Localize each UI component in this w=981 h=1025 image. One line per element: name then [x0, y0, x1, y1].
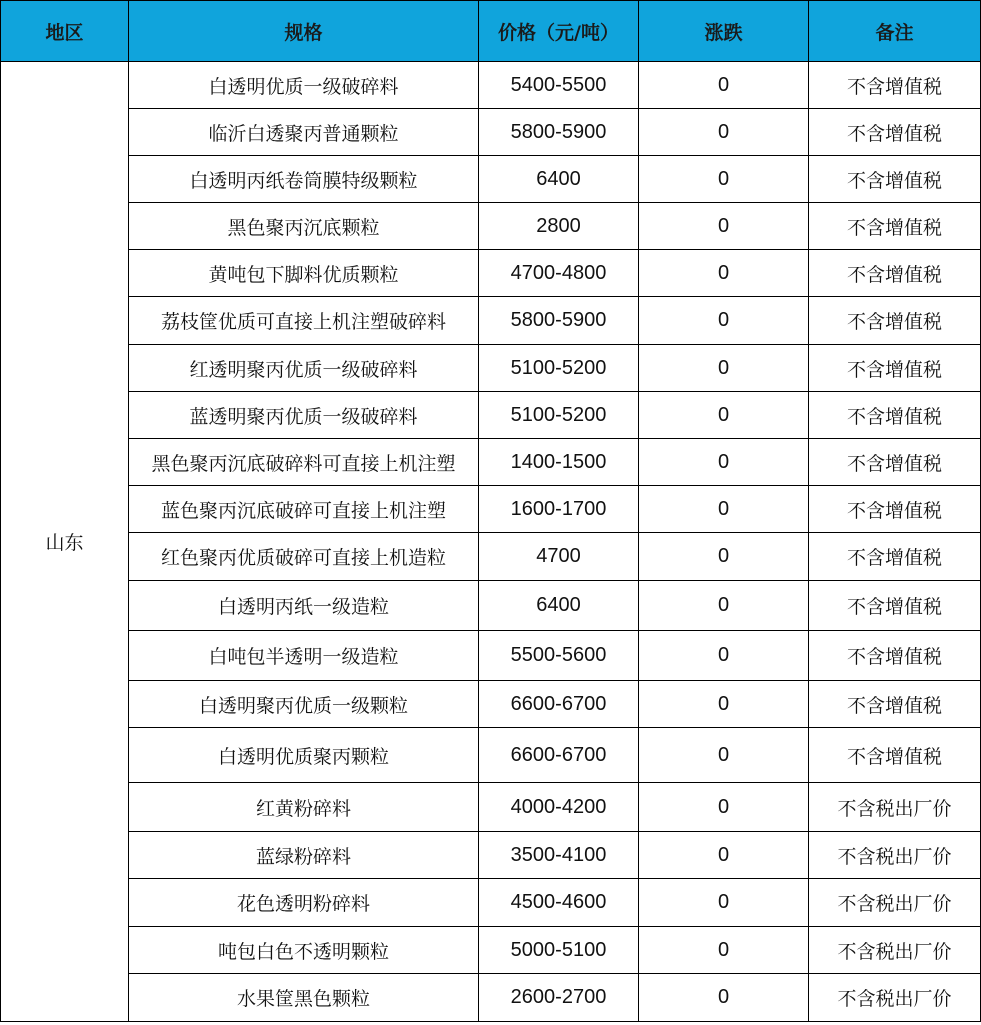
region-cell: 山东 — [1, 62, 129, 1022]
spec-cell: 临沂白透聚丙普通颗粒 — [129, 109, 479, 156]
price-cell: 4700 — [479, 533, 639, 581]
spec-cell: 水果筐黑色颗粒 — [129, 974, 479, 1022]
spec-cell: 红透明聚丙优质一级破碎料 — [129, 345, 479, 392]
table-row — [1, 974, 981, 1022]
header-note: 备注 — [809, 1, 981, 62]
change-cell: 0 — [639, 581, 809, 631]
note-cell: 不含增值税 — [809, 581, 981, 631]
spec-cell: 蓝色聚丙沉底破碎可直接上机注塑 — [129, 486, 479, 533]
change-cell: 0 — [639, 250, 809, 297]
change-cell: 0 — [639, 927, 809, 974]
price-cell: 5800-5900 — [479, 297, 639, 345]
table-row — [1, 486, 981, 533]
table-row — [1, 62, 981, 109]
price-cell: 6600-6700 — [479, 681, 639, 728]
table-row — [1, 156, 981, 203]
spec-cell: 白透明优质聚丙颗粒 — [129, 728, 479, 783]
price-cell: 5000-5100 — [479, 927, 639, 974]
table-row — [1, 533, 981, 581]
spec-cell: 白透明优质一级破碎料 — [129, 62, 479, 109]
note-cell: 不含增值税 — [809, 439, 981, 486]
note-cell: 不含增值税 — [809, 109, 981, 156]
header-row — [1, 1, 981, 62]
change-cell: 0 — [639, 297, 809, 345]
table-body — [1, 62, 981, 1022]
table-row — [1, 728, 981, 783]
price-cell: 1400-1500 — [479, 439, 639, 486]
note-cell: 不含增值税 — [809, 728, 981, 783]
change-cell: 0 — [639, 486, 809, 533]
price-cell: 5400-5500 — [479, 62, 639, 109]
change-cell: 0 — [639, 974, 809, 1022]
change-cell: 0 — [639, 832, 809, 879]
spec-cell: 花色透明粉碎料 — [129, 879, 479, 927]
table-row — [1, 392, 981, 439]
price-cell: 5500-5600 — [479, 631, 639, 681]
change-cell: 0 — [639, 156, 809, 203]
spec-cell: 红色聚丙优质破碎可直接上机造粒 — [129, 533, 479, 581]
price-cell: 1600-1700 — [479, 486, 639, 533]
spec-cell: 黄吨包下脚料优质颗粒 — [129, 250, 479, 297]
price-cell: 2600-2700 — [479, 974, 639, 1022]
price-cell: 5100-5200 — [479, 345, 639, 392]
spec-cell: 吨包白色不透明颗粒 — [129, 927, 479, 974]
price-cell: 3500-4100 — [479, 832, 639, 879]
price-cell: 2800 — [479, 203, 639, 250]
spec-cell: 白透明聚丙优质一级颗粒 — [129, 681, 479, 728]
header-change: 涨跌 — [639, 1, 809, 62]
note-cell: 不含增值税 — [809, 250, 981, 297]
table-row — [1, 250, 981, 297]
price-cell: 6600-6700 — [479, 728, 639, 783]
change-cell: 0 — [639, 631, 809, 681]
table-row — [1, 681, 981, 728]
change-cell: 0 — [639, 203, 809, 250]
table-row — [1, 345, 981, 392]
note-cell: 不含增值税 — [809, 156, 981, 203]
spec-cell: 蓝透明聚丙优质一级破碎料 — [129, 392, 479, 439]
note-cell: 不含税出厂价 — [809, 783, 981, 832]
table-row — [1, 109, 981, 156]
change-cell: 0 — [639, 879, 809, 927]
change-cell: 0 — [639, 345, 809, 392]
table-row — [1, 631, 981, 681]
note-cell: 不含增值税 — [809, 297, 981, 345]
change-cell: 0 — [639, 62, 809, 109]
note-cell: 不含增值税 — [809, 486, 981, 533]
price-cell: 6400 — [479, 156, 639, 203]
price-cell: 5100-5200 — [479, 392, 639, 439]
spec-cell: 荔枝筐优质可直接上机注塑破碎料 — [129, 297, 479, 345]
note-cell: 不含税出厂价 — [809, 832, 981, 879]
table-row — [1, 203, 981, 250]
price-cell: 4500-4600 — [479, 879, 639, 927]
table-row — [1, 783, 981, 832]
spec-cell: 蓝绿粉碎料 — [129, 832, 479, 879]
note-cell: 不含增值税 — [809, 533, 981, 581]
change-cell: 0 — [639, 109, 809, 156]
note-cell: 不含增值税 — [809, 681, 981, 728]
header-region: 地区 — [1, 1, 129, 62]
header-price: 价格（元/吨） — [479, 1, 639, 62]
spec-cell: 红黄粉碎料 — [129, 783, 479, 832]
table-row — [1, 927, 981, 974]
note-cell: 不含税出厂价 — [809, 927, 981, 974]
note-cell: 不含增值税 — [809, 62, 981, 109]
header-spec: 规格 — [129, 1, 479, 62]
change-cell: 0 — [639, 392, 809, 439]
note-cell: 不含增值税 — [809, 345, 981, 392]
table-row — [1, 832, 981, 879]
spec-cell: 白吨包半透明一级造粒 — [129, 631, 479, 681]
note-cell: 不含增值税 — [809, 203, 981, 250]
price-cell: 4000-4200 — [479, 783, 639, 832]
note-cell: 不含税出厂价 — [809, 974, 981, 1022]
change-cell: 0 — [639, 681, 809, 728]
price-cell: 5800-5900 — [479, 109, 639, 156]
spec-cell: 白透明丙纸一级造粒 — [129, 581, 479, 631]
change-cell: 0 — [639, 533, 809, 581]
price-cell: 6400 — [479, 581, 639, 631]
price-cell: 4700-4800 — [479, 250, 639, 297]
note-cell: 不含税出厂价 — [809, 879, 981, 927]
table-row — [1, 297, 981, 345]
note-cell: 不含增值税 — [809, 392, 981, 439]
table-row — [1, 439, 981, 486]
table-row — [1, 879, 981, 927]
spec-cell: 黑色聚丙沉底颗粒 — [129, 203, 479, 250]
table-row — [1, 581, 981, 631]
change-cell: 0 — [639, 439, 809, 486]
note-cell: 不含增值税 — [809, 631, 981, 681]
spec-cell: 黑色聚丙沉底破碎料可直接上机注塑 — [129, 439, 479, 486]
spec-cell: 白透明丙纸卷筒膜特级颗粒 — [129, 156, 479, 203]
change-cell: 0 — [639, 783, 809, 832]
change-cell: 0 — [639, 728, 809, 783]
